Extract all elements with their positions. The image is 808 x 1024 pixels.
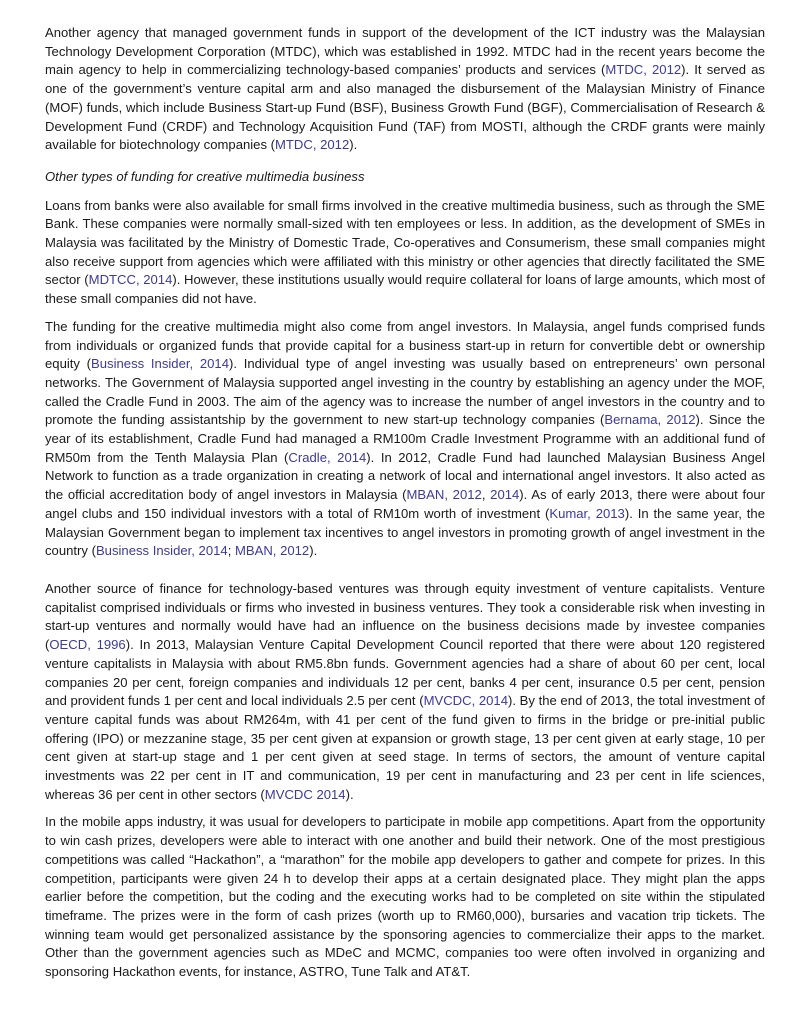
citation-link[interactable]: Business Insider, 2014 bbox=[91, 356, 229, 372]
paragraph-text: Another source of finance for technology-based ventures was through equity investment of venture capitalists. Venture capitalist comprised individuals or firms who invested in business ventures. They took a considerable risk when investing in start-up ventures and normally would have had an influence on the business decisions made by investee companies ( bbox=[45, 580, 765, 653]
paragraph-text: ). In the same year, the Malaysian Government began to implement tax incentives to angel investors in promoting growth of angel investment in the country ( bbox=[45, 505, 765, 559]
paragraph-text: ; bbox=[227, 543, 235, 559]
citation-link[interactable]: MBAN, 2012 bbox=[406, 487, 482, 503]
citation-link[interactable]: Kumar, 2013 bbox=[549, 505, 625, 521]
paragraph-text: ). bbox=[349, 137, 358, 153]
section-heading bbox=[45, 168, 765, 187]
paragraph-text: ). bbox=[345, 786, 354, 802]
paragraph-text: ). bbox=[309, 543, 318, 559]
citation-link[interactable]: Business Insider, 2014 bbox=[95, 543, 228, 559]
body-paragraph bbox=[45, 197, 765, 309]
citation-link[interactable]: 2014 bbox=[490, 487, 520, 503]
citation-link[interactable]: MTDC, 2012 bbox=[605, 62, 682, 78]
citation-link[interactable]: OECD, 1996 bbox=[49, 637, 126, 653]
heading-text: Other types of funding for creative multimedia business bbox=[45, 168, 365, 184]
citation-link[interactable]: Cradle, 2014 bbox=[288, 449, 367, 465]
paragraph-text: , bbox=[481, 487, 491, 503]
paragraph-text: ). It served as one of the government’s venture capital arm and also managed the disbursement of the Malaysian Ministry of Finance (MOF) funds, which include Business Start-up Fund (BSF), Business Growth Fund (BGF), Commercialisation of Research & Development Fund (CRDF) and Technology Acquisition Fund (TAF) from MOSTI, although the CRDF grants were mainly available for biotechnology companies ( bbox=[45, 62, 765, 153]
paragraph-text: Loans from banks were also available for small firms involved in the creative multimedia business, such as through the SME Bank. These companies were normally small-sized with ten employees or less. In addition, as the development of SMEs in Malaysia was facilitated by the Ministry of Domestic Trade, Co-operatives and Consumerism, these small companies might also receive support from agencies which were affiliated with this ministry or other agencies that directly facilitated the SME sector ( bbox=[45, 197, 765, 288]
body-paragraph bbox=[45, 24, 765, 155]
paragraph-text: ). Since the year of its establishment, Cradle Fund had managed a RM100m Cradle Investment Programme with an additional fund of RM50m from the Tenth Malaysia Plan ( bbox=[45, 412, 765, 465]
citation-link[interactable]: MDTCC, 2014 bbox=[88, 272, 173, 288]
paragraph-text: The funding for the creative multimedia might also come from angel investors. In Malaysia, angel funds comprised funds from individuals or organized funds that provide capital for a business start-up in return for convertible debt or ownership equity ( bbox=[45, 318, 765, 372]
paragraph-text: ). In 2012, Cradle Fund had launched Malaysian Business Angel Network to function as a trade organization in creating a network of local and international angel investors. It also acted as the official accreditation body of angel investors in Malaysia ( bbox=[45, 449, 765, 503]
body-paragraph bbox=[45, 813, 765, 981]
body-paragraph bbox=[45, 318, 765, 561]
citation-link[interactable]: Bernama, 2012 bbox=[604, 412, 696, 428]
citation-link[interactable]: MBAN, 2012 bbox=[234, 543, 310, 559]
paragraph-text: ). In 2013, Malaysian Venture Capital Development Council reported that there were about 120 registered venture capitalists in Malaysia with about RM5.8bn funds. Government agencies had a share of about 60 per cent, local companies 20 per cent, foreign companies and individuals 12 per cent, banks 4 per cent, insurance 0.5 per cent, pension and provident funds 1 per cent and local individuals 2.5 per cent ( bbox=[45, 637, 766, 709]
paragraph-text: ). Individual type of angel investing was usually based on entrepreneurs’ own personal networks. The Government of Malaysia supported angel investing in the country by establishing an agency under the MOF, called the Cradle Fund in 2003. The aim of the agency was to increase the number of angel investors in the country and to promote the funding assistantship by the government to new start-up technology companies ( bbox=[45, 356, 765, 428]
paragraph-text: Another agency that managed government funds in support of the development of the ICT industry was the Malaysian Technology Development Corporation (MTDC), which was established in 1992. MTDC had in the recent years become the main agency to help in commercializing technology-based companies’ products and services ( bbox=[45, 25, 765, 78]
body-paragraph bbox=[45, 580, 765, 804]
paragraph-text: ). As of early 2013, there were about four angel clubs and 150 individual investors with a total of RM10m worth of investment ( bbox=[45, 487, 766, 521]
paragraph-text: ). However, these institutions usually would require collateral for loans of large amounts, which most of these small companies did not have. bbox=[45, 272, 765, 307]
citation-link[interactable]: MVCDC 2014 bbox=[264, 786, 346, 802]
citation-link[interactable]: MTDC, 2012 bbox=[275, 137, 350, 153]
paragraph-text: In the mobile apps industry, it was usual for developers to participate in mobile app competitions. Apart from the opportunity to win cash prizes, developers were able to interact with one another and build their network. One of the most prestigious competitions was called “Hackathon”, a “marathon” for the mobile app developers to gather and compete for prizes. In this competition, participants were given 24 h to develop their apps at a certain designated place. They might plan the apps earlier before the competition, but the coding and the executing works had to be completed on site within the stipulated timeframe. The prizes were in the form of cash prizes (worth up to RM60,000), bursaries and vacation trip tickets. The winning team would get personalized assistance by the sponsoring agencies to commercialize their apps to the market. Other than the government agencies such as MDeC and MCMC, companies too were often involved in organizing and sponsoring Hackathon events, for instance, ASTRO, Tune Talk and AT&T. bbox=[45, 814, 765, 980]
paragraph-text: ). By the end of 2013, the total investment of venture capital funds was about RM264m, with 41 per cent of the fund given to firms in the bridge or pre-initial public offering (IPO) or mezzanine stage, 35 per cent given at expansion or growth stage, 13 per cent given at early stage, 10 per cent given at start-up stage and 1 per cent given at seed stage. In terms of sectors, the amount of venture capital investments was 22 per cent in IT and communication, 19 per cent in manufacturing and 23 per cent in life sciences, whereas 36 per cent in other sectors ( bbox=[45, 693, 765, 802]
citation-link[interactable]: MVCDC, 2014 bbox=[423, 693, 508, 709]
